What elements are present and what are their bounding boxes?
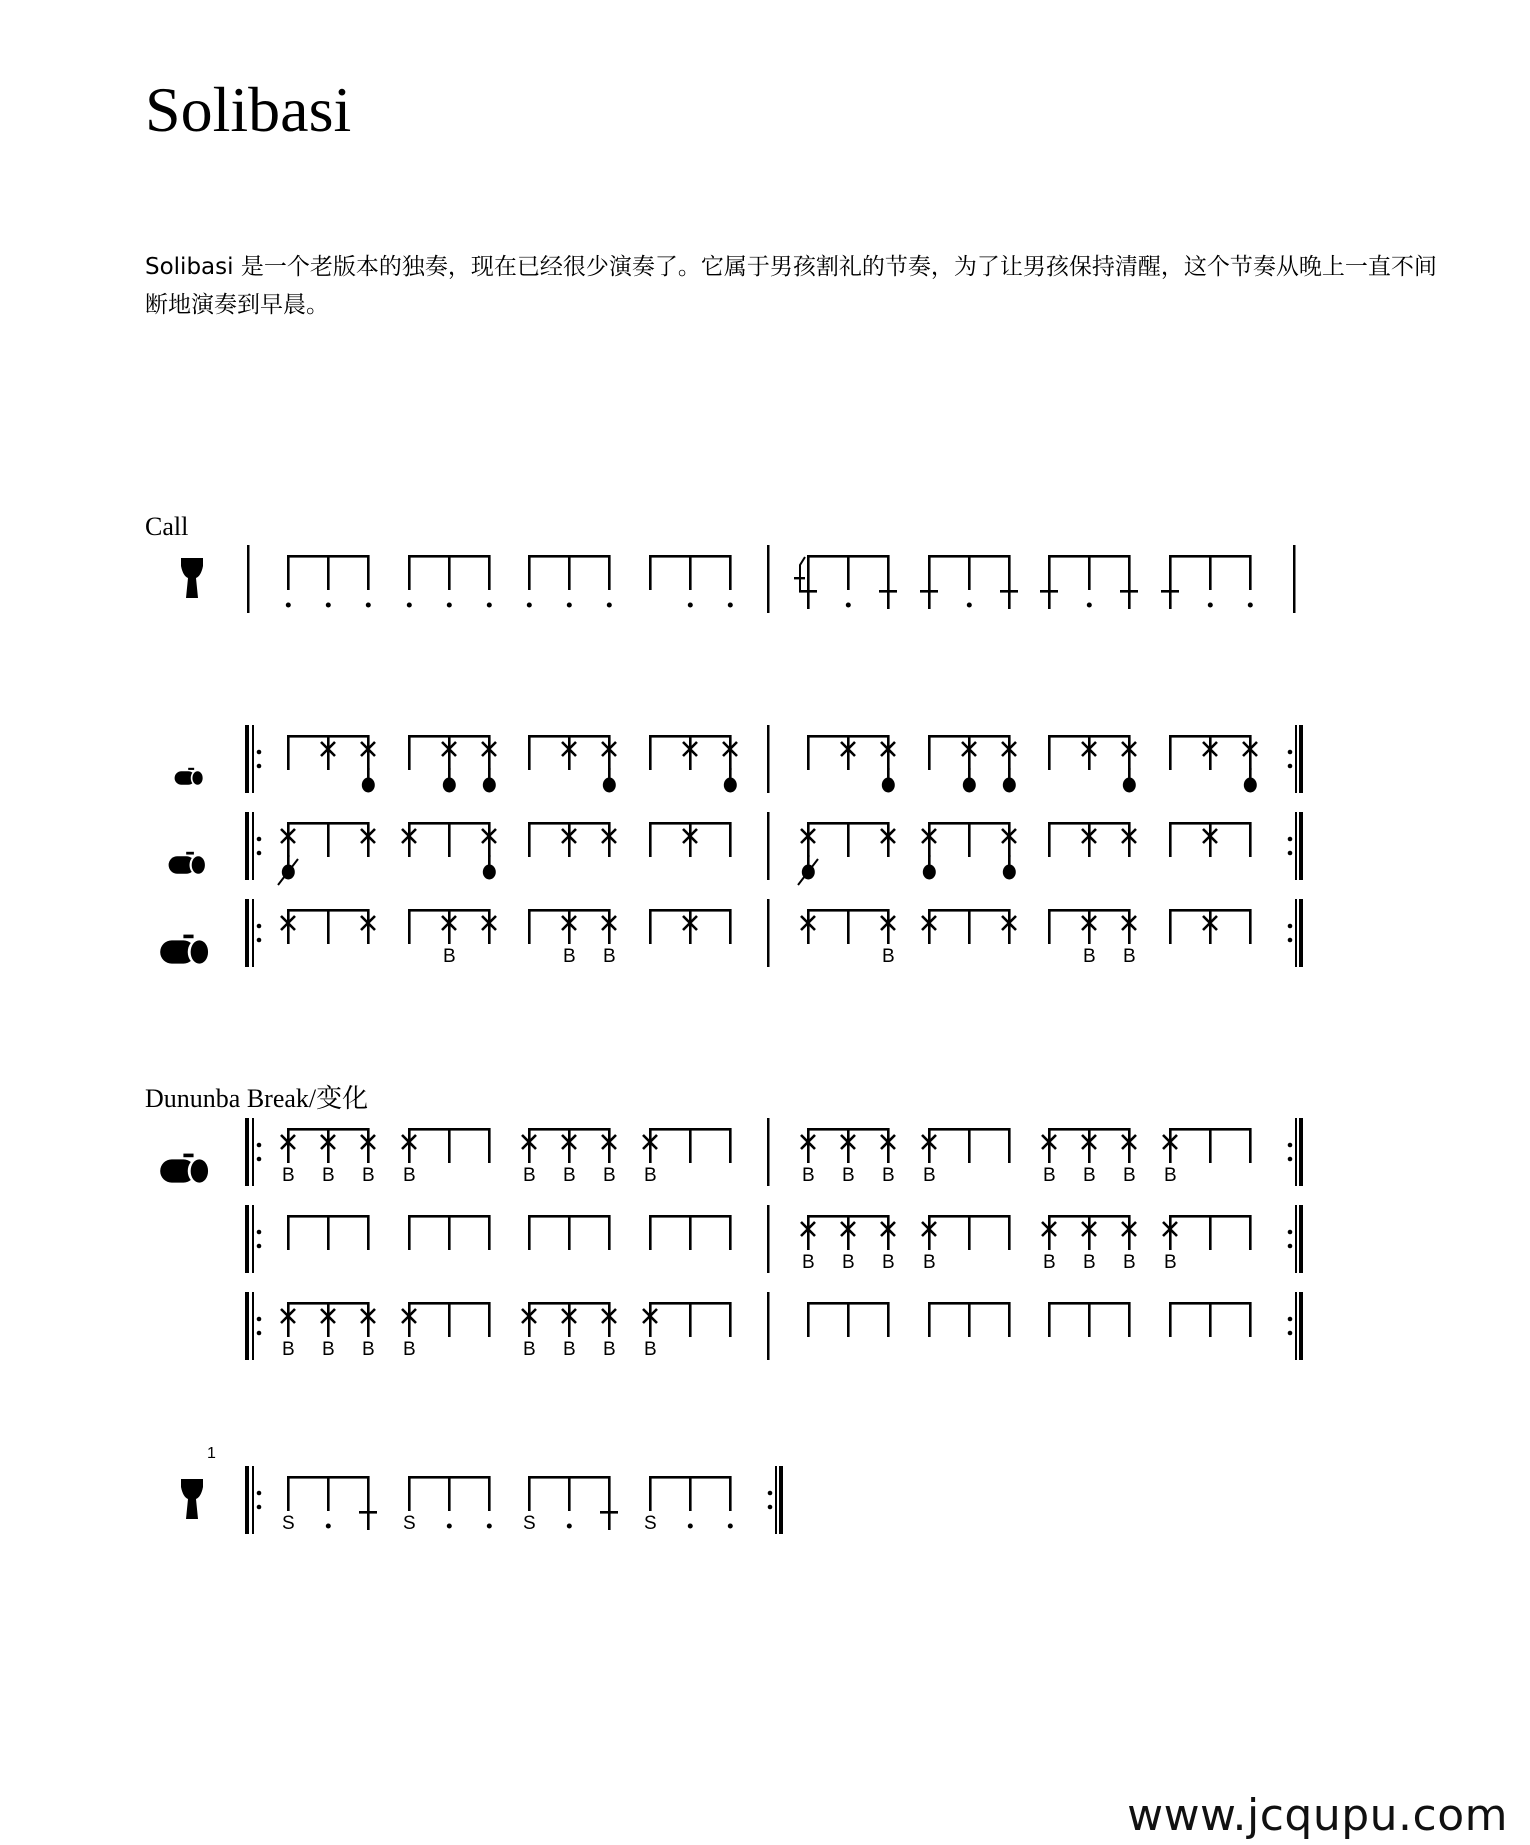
bell-label: B [1082, 1165, 1096, 1186]
slap-label: S [522, 1513, 536, 1534]
bell-label: B [922, 1252, 936, 1273]
bell-label: B [562, 1339, 576, 1360]
djembe-icon [181, 558, 203, 598]
rest-dot [567, 603, 572, 608]
rest-dot [1087, 603, 1092, 608]
bell-label: B [643, 1339, 657, 1360]
bell-label: B [361, 1339, 375, 1360]
open-stroke-icon [1244, 778, 1257, 793]
rest-dot [326, 603, 331, 608]
rest-dot [967, 603, 972, 608]
open-stroke-icon [483, 865, 496, 880]
bell-label: B [522, 1339, 536, 1360]
open-stroke-icon [483, 778, 496, 793]
bell-label: B [1082, 1252, 1096, 1273]
open-stroke-icon [923, 865, 936, 880]
rest-dot [1248, 603, 1253, 608]
bell-label: B [881, 1165, 895, 1186]
djembe-icon [181, 1479, 203, 1519]
open-stroke-icon [443, 778, 456, 793]
staff-dununba [160, 899, 1303, 967]
bell-label: B [841, 1252, 855, 1273]
staff-kenkeni [175, 725, 1303, 793]
rest-dot [688, 1524, 693, 1529]
rest-dot [728, 1524, 733, 1529]
intro-paragraph: Solibasi 是一个老版本的独奏，现在已经很少演奏了。它属于男孩割礼的节奏，为了让男孩保持清醒，这个节奏从晚上一直不间断地演奏到早晨。 [145, 254, 1437, 318]
rest-dot [286, 603, 291, 608]
open-stroke-icon [963, 778, 976, 793]
rest-dot [487, 603, 492, 608]
staff-call-djembe [181, 545, 1296, 613]
bell-label: B [361, 1165, 375, 1186]
bell-label: B [442, 946, 456, 967]
page-title: Solibasi [145, 74, 352, 145]
bell-label: B [1042, 1252, 1056, 1273]
slap-label: S [281, 1513, 295, 1534]
rest-dot [447, 603, 452, 608]
kenkeni-icon [175, 768, 203, 786]
rest-dot [846, 603, 851, 608]
section-label-call: Call [145, 512, 189, 541]
bell-label: B [402, 1339, 416, 1360]
variation-number: 1 [207, 1445, 216, 1462]
staff-break-3 [245, 1292, 1303, 1360]
bell-label: B [602, 1165, 616, 1186]
rest-dot [326, 1524, 331, 1529]
open-stroke-icon [1123, 778, 1136, 793]
bell-label: B [881, 1252, 895, 1273]
bell-label: B [402, 1165, 416, 1186]
open-stroke-icon [362, 778, 375, 793]
rest-dot [447, 1524, 452, 1529]
rest-dot [407, 603, 412, 608]
bell-label: B [841, 1165, 855, 1186]
bell-label: B [562, 1165, 576, 1186]
bell-label: B [1042, 1165, 1056, 1186]
bell-label: B [1122, 1252, 1136, 1273]
bell-label: B [881, 946, 895, 967]
rest-dot [607, 603, 612, 608]
rest-dot [1208, 603, 1213, 608]
bell-label: B [562, 946, 576, 967]
staff-break-2 [245, 1205, 1303, 1273]
open-stroke-icon [1003, 865, 1016, 880]
watermark: www.jcqupu.com [1127, 1790, 1508, 1841]
bell-label: B [281, 1339, 295, 1360]
bell-label: B [602, 946, 616, 967]
rest-dot [728, 603, 733, 608]
bell-label: B [801, 1165, 815, 1186]
bell-label: B [1163, 1165, 1177, 1186]
bell-label: B [321, 1165, 335, 1186]
open-stroke-icon [724, 778, 737, 793]
bell-label: B [801, 1252, 815, 1273]
staff-sangban [169, 812, 1303, 885]
slap-label: S [402, 1513, 416, 1534]
rest-dot [567, 1524, 572, 1529]
sangban-icon [160, 1154, 208, 1184]
bell-label: B [602, 1339, 616, 1360]
open-stroke-icon [882, 778, 895, 793]
rest-dot [527, 603, 532, 608]
rest-dot [688, 603, 693, 608]
bell-label: B [321, 1339, 335, 1360]
sangban-icon [160, 935, 208, 965]
open-stroke-icon [603, 778, 616, 793]
bell-label: B [522, 1165, 536, 1186]
bell-label: B [281, 1165, 295, 1186]
bell-label: B [1163, 1252, 1177, 1273]
open-stroke-icon [1003, 778, 1016, 793]
slap-label: S [643, 1513, 657, 1534]
staff-break-1 [160, 1118, 1303, 1186]
bell-label: B [643, 1165, 657, 1186]
kenkeni-icon [169, 852, 205, 875]
bell-label: B [1122, 1165, 1136, 1186]
staff-djembe-1 [181, 1445, 783, 1534]
bell-label: B [922, 1165, 936, 1186]
bell-label: B [1082, 946, 1096, 967]
section-label-dununba-break: Dununba Break/变化 [145, 1084, 369, 1113]
rest-dot [366, 603, 371, 608]
bell-label: B [1122, 946, 1136, 967]
rest-dot [487, 1524, 492, 1529]
